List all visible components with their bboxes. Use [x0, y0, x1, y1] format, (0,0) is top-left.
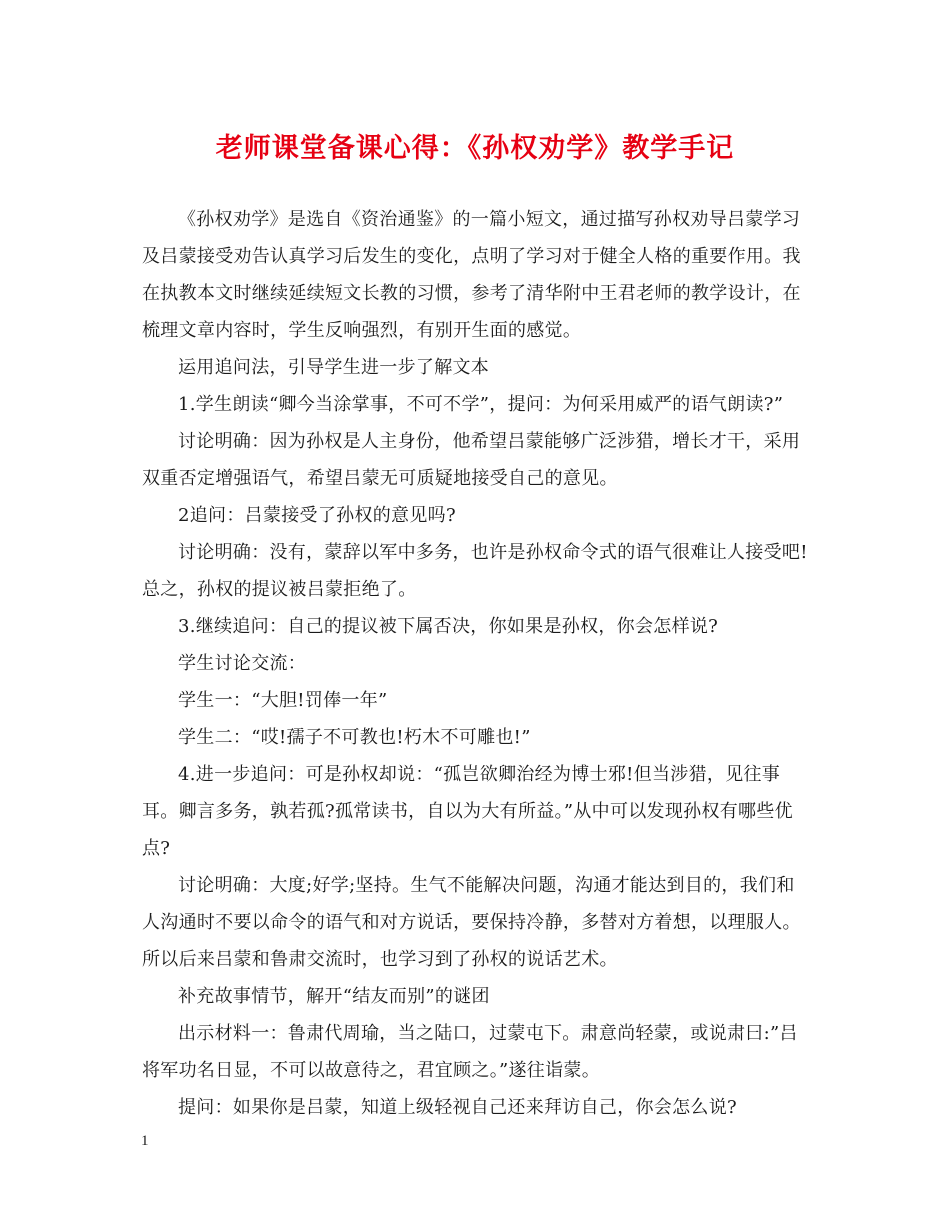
- paragraph: 《孙权劝学》是选自《资治通鉴》的一篇小短文，通过描写孙权劝导吕蒙学习及吕蒙接受劝告认真学习后发生的变化，点明了学习对于健全人格的重要作用。我在执教本文时继续延续短文长教的习惯，参考了清华附中王君老师的教学设计，在梳理文章内容时，学生反响强烈，有别开生面的感觉。: [142, 209, 801, 341]
- paragraph: 2追问：吕蒙接受了孙权的意见吗?: [178, 505, 456, 526]
- paragraph: 讨论明确：没有，蒙辞以军中多务，也许是孙权命令式的语气很难让人接受吧!总之，孙权的提议被吕蒙拒绝了。: [142, 542, 808, 600]
- paragraph: 学生一：“大胆!罚俸一年”: [178, 690, 388, 711]
- page-number: 1: [141, 1133, 149, 1149]
- paragraph: 学生讨论交流：: [178, 653, 307, 674]
- paragraph: 讨论明确：因为孙权是人主身份，他希望吕蒙能够广泛涉猎，增长才干，采用双重否定增强语气，希望吕蒙无可质疑地接受自己的意见。: [142, 431, 801, 489]
- paragraph: 讨论明确：大度;好学;坚持。生气不能解决问题，沟通才能达到目的，我们和人沟通时不要以命令的语气和对方说话，要保持冷静，多替对方着想，以理服人。所以后来吕蒙和鲁肃交流时，也学习到了孙权的说话艺术。: [142, 875, 801, 970]
- section-heading: 运用追问法，引导学生进一步了解文本: [178, 357, 490, 378]
- document-body: [142, 201, 812, 1126]
- paragraph: 1.学生朗读“卿今当涂掌事，不可不学”，提问：为何采用威严的语气朗读?”: [178, 394, 784, 415]
- paragraph: 提问：如果你是吕蒙，知道上级轻视自己还来拜访自己，你会怎么说?: [178, 1097, 737, 1118]
- paragraph: 3.继续追问：自己的提议被下属否决，你如果是孙权，你会怎样说?: [178, 616, 719, 637]
- section-heading: 补充故事情节，解开“结友而别”的谜团: [178, 986, 490, 1007]
- document-title: 老师课堂备课心得：《孙权劝学》教学手记: [215, 133, 735, 164]
- paragraph: 4.进一步追问：可是孙权却说：“孤岂欲卿治经为博士邪!但当涉猎，见往事耳。卿言多务，孰若孤?孤常读书，自以为大有所益。”从中可以发现孙权有哪些优点?: [142, 764, 793, 859]
- paragraph: 出示材料一：鲁肃代周瑜，当之陆口，过蒙屯下。肃意尚轻蒙，或说肃曰:”吕将军功名日显，不可以故意待之，君宜顾之。”遂往诣蒙。: [142, 1023, 798, 1081]
- paragraph: 学生二：“哎!孺子不可教也!朽木不可雕也!”: [178, 727, 531, 748]
